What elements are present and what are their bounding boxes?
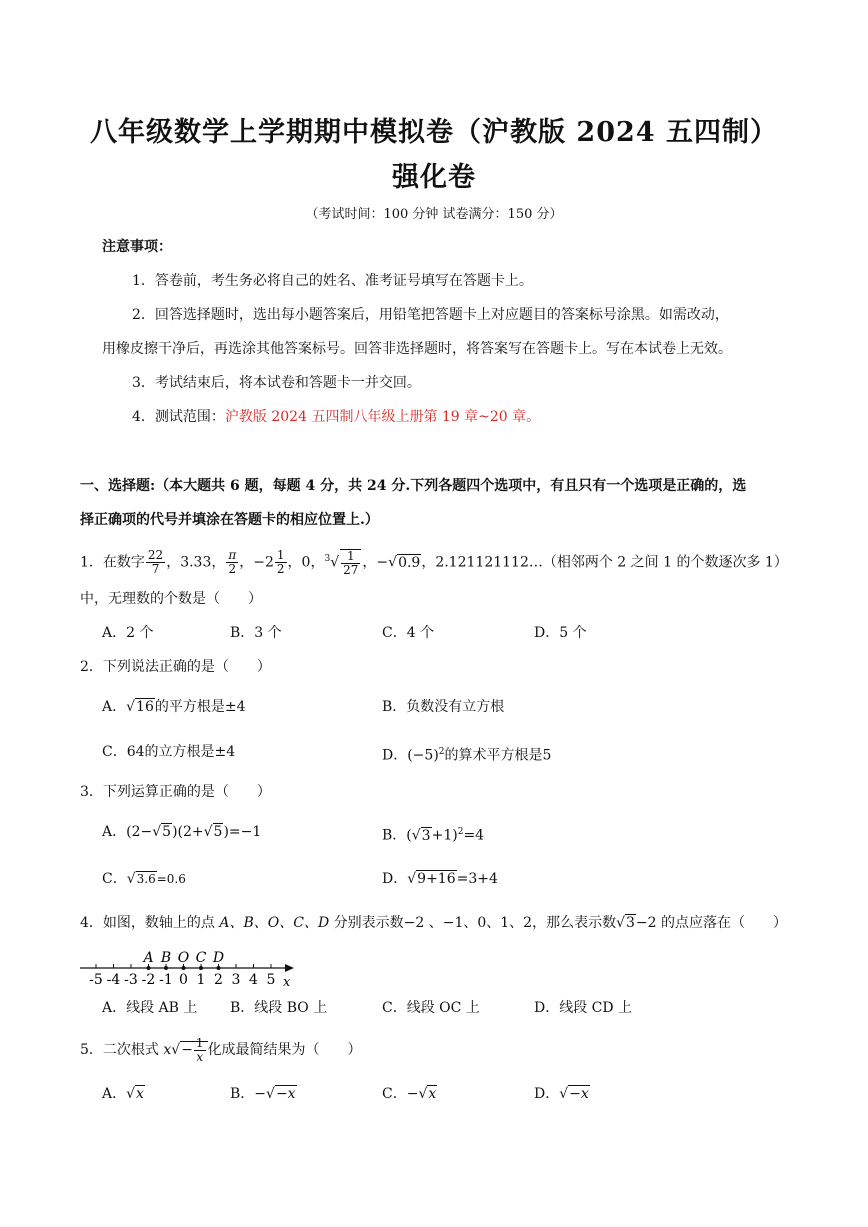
axis-tick-label: -1 xyxy=(159,972,173,988)
q4-points: A、B、O、C、D xyxy=(219,915,330,931)
axis-variable: x xyxy=(283,975,291,990)
axis-arrow xyxy=(285,964,294,972)
axis-point-label: D xyxy=(212,950,225,966)
q1-prefix: 1．在数字 xyxy=(80,554,145,571)
radicand: 3 xyxy=(421,827,431,844)
q5-option-d: D．√−x xyxy=(534,1086,589,1102)
option-label: D． xyxy=(382,871,408,887)
exponent: 2 xyxy=(438,747,445,757)
question-3: 3．下列运算正确的是（ ） xyxy=(80,784,271,800)
radicand: 5 xyxy=(213,824,223,840)
question-5: 5．二次根式 x√− $\frac{1}{x}$ 化成最简结果为（ ） xyxy=(80,1035,362,1064)
frac-num: 1 xyxy=(341,550,360,564)
fraction-1-2 xyxy=(275,549,287,576)
axis-tick-label: -2 xyxy=(141,972,156,988)
q1-value: ，3.33， xyxy=(166,554,226,571)
exam-info: （考试时间：100 分钟 试卷满分：150 分） xyxy=(305,207,563,222)
radicand: x xyxy=(428,1086,437,1102)
q2-option-a: A．√16的平方根是±4 xyxy=(102,699,246,715)
axis-tick-label: 0 xyxy=(179,972,188,988)
frac-num: 1 xyxy=(276,548,285,563)
notice-item-2-cont: 用橡皮擦干净后，再选涂其他答案标号。回答非选择题时，将答案写在答题卡上。写在本试卷上无效。 xyxy=(102,341,732,357)
frac-num: 22 xyxy=(147,548,164,563)
q1-zero: ，0， xyxy=(287,554,325,571)
option-text: )=−1 xyxy=(223,824,262,840)
q4-option-d: D．线段 CD 上 xyxy=(534,1000,633,1016)
radicand: 3 xyxy=(626,915,635,931)
radicand: 3.6 xyxy=(136,872,156,886)
test-range: 沪教版 2024 五四制八年级上册第 19 章~20 章。 xyxy=(224,409,541,425)
notice-heading: 注意事项： xyxy=(102,239,172,255)
q4-option-b: B．线段 BO 上 xyxy=(230,1000,328,1016)
q4-prefix: 4．如图，数轴上的点 xyxy=(80,915,220,931)
radicand: −x xyxy=(569,1086,589,1102)
option-label: C． xyxy=(102,871,127,887)
q2-option-d xyxy=(382,742,551,766)
axis-tick-label: -3 xyxy=(124,972,138,988)
q3-option-b: B．$(√3+1)^2=4$ xyxy=(382,827,485,844)
axis-tick-label: 5 xyxy=(266,972,276,988)
notice-item-2: 2．回答选择题时，选出每小题答案后，用铅笔把答题卡上对应题目的答案标号涂黑。如需改动， xyxy=(132,307,729,323)
radical-sign: √ xyxy=(388,554,398,571)
q1-option-a: A．2 个 xyxy=(102,625,154,641)
q3-option-d: D．√9+16=3+4 xyxy=(382,871,498,887)
fraction-pi-2 xyxy=(226,549,238,576)
frac-den: 2 xyxy=(228,562,237,577)
question-2: 2．下列说法正确的是（ ） xyxy=(80,659,271,675)
radicand: −x xyxy=(275,1086,296,1102)
option-label: D． xyxy=(534,1086,560,1102)
q1-option-b: B．3 个 xyxy=(230,625,282,641)
q1-tail: ，2.121121112…（相邻两个 2 之间 1 的个数逐次多 1） xyxy=(421,554,788,571)
q4-mid: 分别表示数−2 、−1、0、1、2，那么表示数 xyxy=(329,915,617,931)
axis-tick-label: 2 xyxy=(214,972,223,988)
frac-den: 27 xyxy=(343,562,359,577)
axis-tick-labels xyxy=(89,972,275,988)
q5-post: 化成最简结果为（ ） xyxy=(207,1042,362,1058)
option-label: A． xyxy=(102,699,127,715)
notice-item-3: 3．考试结束后，将本试卷和答题卡一并交回。 xyxy=(132,375,421,391)
q1-mixed: ，−2 xyxy=(239,554,274,571)
option-text: 的平方根是±4 xyxy=(154,699,246,715)
axis-point-label: A xyxy=(143,950,154,966)
option-text: =4 xyxy=(463,827,485,844)
notice-item-4-label: 4．测试范围： xyxy=(132,409,225,425)
q1-option-c: C．4 个 xyxy=(382,625,435,641)
option-label: B．− xyxy=(230,1086,267,1102)
option-text: =3+4 xyxy=(456,871,498,887)
section-heading: 一、选择题:（本大题共 6 题，每题 4 分，共 24 分.下列各题四个选项中，有且只有一个选项是正确的，选 xyxy=(80,478,747,494)
axis-point-label: O xyxy=(177,950,190,966)
radicand: 5 xyxy=(162,824,172,840)
frac-den: 2 xyxy=(276,562,285,577)
option-text: +1) xyxy=(431,827,458,844)
cube-root-index: 3 xyxy=(324,554,331,564)
frac-den: x xyxy=(196,1049,204,1064)
option-label: D．(−5) xyxy=(382,747,439,764)
axis-tick-label: 4 xyxy=(249,972,258,988)
radicand: 16 xyxy=(136,699,154,715)
question-1 xyxy=(80,541,788,581)
q1-option-d: D．5 个 xyxy=(534,625,587,641)
radical-sign: √ xyxy=(330,554,340,571)
notice-item-4 xyxy=(132,407,540,427)
axis-point-D xyxy=(217,966,221,970)
fraction-1-x xyxy=(194,1037,206,1064)
axis-point-C xyxy=(199,966,203,970)
page-title-line2: 强化卷 xyxy=(392,162,476,193)
question-4: 4．如图，数轴上的点 A、B、O、C、D 分别表示数−2 、−1、0、1、2，那么表示数√3−2 的点应落在（ ） xyxy=(80,915,788,931)
axis-point-label: C xyxy=(195,950,207,966)
q4-post: −2 的点应落在（ ） xyxy=(635,915,788,931)
radicand: 0.9 xyxy=(398,554,421,571)
option-label: C．− xyxy=(382,1086,419,1102)
axis-tick-label: 3 xyxy=(231,972,241,988)
q4-option-c: C．线段 OC 上 xyxy=(382,1000,480,1016)
point-labels xyxy=(141,950,224,966)
q5-option-b: B．−√−x xyxy=(230,1086,296,1102)
radicand: x xyxy=(136,1086,144,1102)
exponent: 2 xyxy=(457,827,464,837)
frac-num: π xyxy=(228,548,237,563)
axis-point-O xyxy=(182,966,186,970)
cube-root-fraction xyxy=(340,549,361,577)
axis-tick-label: 1 xyxy=(196,972,206,988)
notice-item-1: 1．答卷前，考生务必将自己的姓名、准考证号填写在答题卡上。 xyxy=(132,273,533,289)
axis-point-B xyxy=(164,966,168,970)
q4-option-a: A．线段 AB 上 xyxy=(102,1000,198,1016)
option-text: )(2+ xyxy=(172,824,204,840)
option-text: =0.6 xyxy=(156,872,186,886)
variable: x xyxy=(163,1042,172,1058)
axis-point-label: B xyxy=(160,950,172,966)
axis-tick-label: -5 xyxy=(89,972,103,988)
option-label: B．( xyxy=(382,827,412,844)
page-title: 八年级数学上学期期中模拟卷（沪教版 2024 五四制） xyxy=(90,117,778,148)
radicand: − $\frac{1}{x}$ xyxy=(180,1041,207,1058)
option-label: A．(2− xyxy=(102,824,153,840)
q5-prefix: 5．二次根式 xyxy=(80,1042,164,1058)
option-text: 的算术平方根是5 xyxy=(444,747,552,764)
q5-option-c: C．−√x xyxy=(382,1086,437,1102)
number-line-figure xyxy=(78,944,308,990)
q2-option-b: B．负数没有立方根 xyxy=(382,699,505,715)
q3-option-a: A．(2−√5)(2+√5)=−1 xyxy=(102,824,262,840)
section-heading-cont: 择正确项的代号并填涂在答题卡的相应位置上.） xyxy=(80,512,379,528)
question-1-cont: 中，无理数的个数是（ ） xyxy=(80,591,262,607)
frac-num: 1 xyxy=(195,1035,204,1050)
axis-point-A xyxy=(147,966,151,970)
frac-den: 7 xyxy=(151,562,160,577)
radicand: 9+16 xyxy=(417,871,456,887)
option-label: A． xyxy=(102,1086,127,1102)
q3-option-c: C．√3.6=0.6 xyxy=(102,871,186,887)
number-line xyxy=(80,950,294,990)
fraction-22-7 xyxy=(146,549,165,576)
q2-option-c: C．64的立方根是±4 xyxy=(102,744,236,760)
axis-tick-label: -4 xyxy=(106,972,121,988)
q5-option-a: A．√x xyxy=(102,1086,144,1102)
q1-neg: ，− xyxy=(362,554,389,571)
